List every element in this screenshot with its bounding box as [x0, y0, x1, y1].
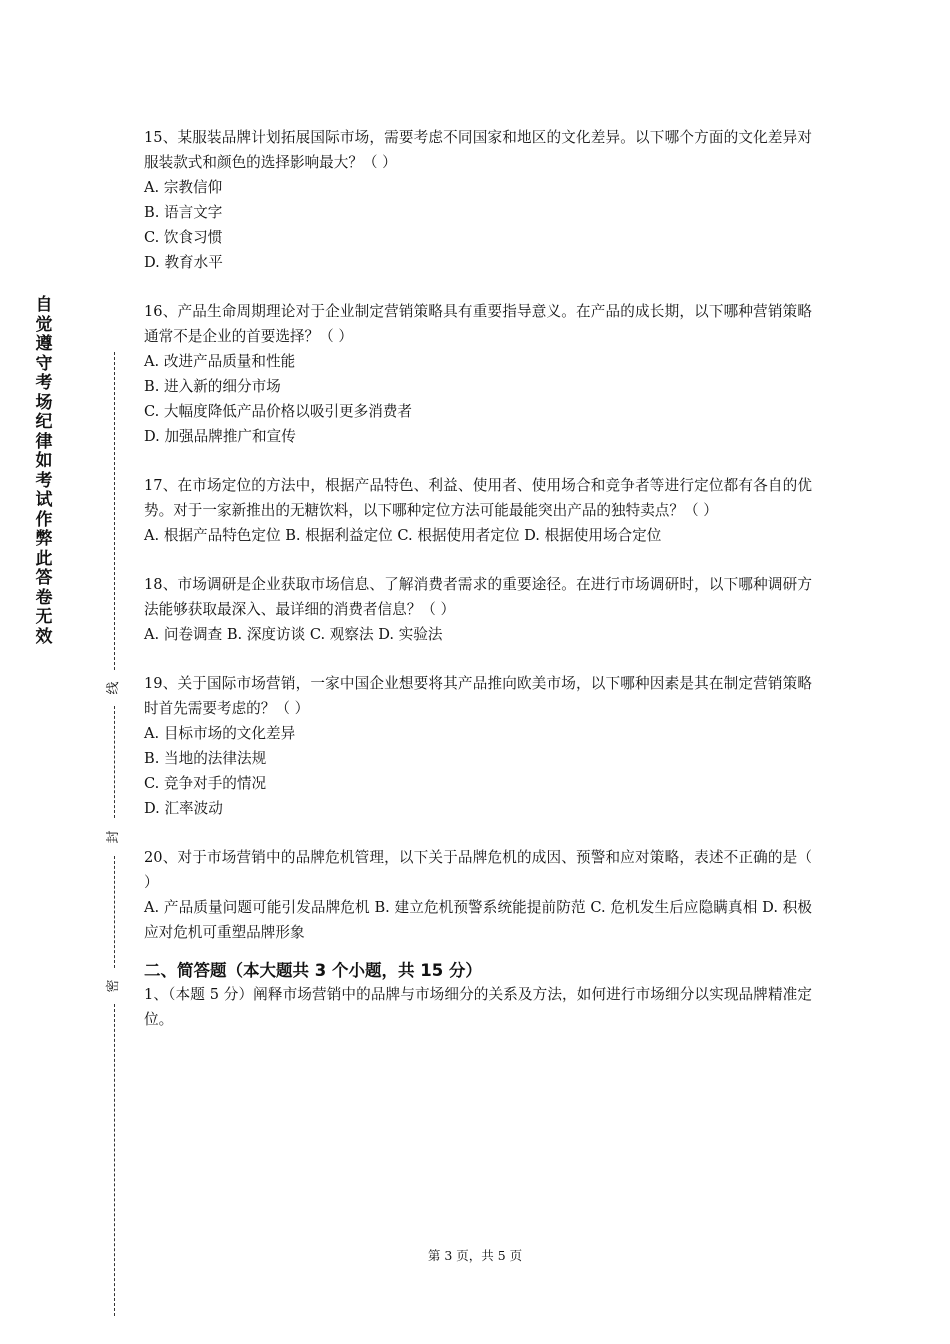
short-answer-question-1	[144, 982, 812, 1032]
binding-mark-secret: 密	[106, 979, 121, 993]
short-answer-stem: 1、（本题 5 分）阐释市场营销中的品牌与市场细分的关系及方法，如何进行市场细分以实现品牌精准定位。	[144, 986, 812, 1028]
option-d: D. 教育水平	[144, 254, 223, 271]
question-stem: 20、对于市场营销中的品牌危机管理，以下关于品牌危机的成因、预警和应对策略，表述不正确的是（ ）	[144, 849, 812, 891]
options-inline: A. 根据产品特色定位 B. 根据利益定位 C. 根据使用者定位 D. 根据使用场合定位	[144, 527, 662, 544]
question-stem: 17、在市场定位的方法中，根据产品特色、利益、使用者、使用场合和竞争者等进行定位都有各自的优势。对于一家新推出的无糖饮料，以下哪种定位方法可能最能突出产品的独特卖点？（ ）	[144, 477, 812, 519]
option-a: A. 宗教信仰	[144, 179, 223, 196]
option-b: B. 当地的法律法规	[144, 750, 267, 767]
binding-mark-line: 线	[106, 681, 121, 695]
binding-mark-seal: 封	[106, 830, 121, 844]
option-a: A. 改进产品质量和性能	[144, 353, 296, 370]
question-stem: 16、产品生命周期理论对于企业制定营销策略具有重要指导意义。在产品的成长期，以下哪种营销策略通常不是企业的首要选择？（ ）	[144, 303, 812, 345]
section-title-short-answer: 二、简答题（本大题共 3 个小题，共 15 分）	[144, 961, 482, 980]
option-c: C. 竞争对手的情况	[144, 775, 267, 792]
question-16	[144, 299, 812, 449]
question-stem: 18、市场调研是企业获取市场信息、了解消费者需求的重要途径。在进行市场调研时，以下哪种调研方法能够获取最深入、最详细的消费者信息？（ ）	[144, 576, 812, 618]
option-d: D. 加强品牌推广和宣传	[144, 428, 296, 445]
binding-dashed-line	[114, 856, 115, 968]
binding-dashed-line	[114, 1004, 115, 1316]
option-c: C. 大幅度降低产品价格以吸引更多消费者	[144, 403, 413, 420]
binding-dashed-line	[114, 352, 115, 670]
question-19	[144, 671, 812, 821]
question-15	[144, 125, 812, 275]
question-17	[144, 473, 812, 548]
option-d: D. 汇率波动	[144, 800, 223, 817]
question-stem: 15、某服装品牌计划拓展国际市场，需要考虑不同国家和地区的文化差异。以下哪个方面的文化差异对服装款式和颜色的选择影响最大？（ ）	[144, 129, 812, 171]
options-inline: A. 产品质量问题可能引发品牌危机 B. 建立危机预警系统能提前防范 C. 危机发生后应隐瞒真相 D. 积极应对危机可重塑品牌形象	[144, 899, 812, 941]
option-b: B. 进入新的细分市场	[144, 378, 281, 395]
question-18	[144, 572, 812, 647]
binding-dashed-line	[114, 706, 115, 818]
exam-content	[144, 125, 812, 1032]
question-20	[144, 845, 812, 945]
exam-discipline-warning: 自觉遵守考场纪律如考试作弊此答卷无效	[35, 295, 53, 647]
option-a: A. 目标市场的文化差异	[144, 725, 296, 742]
question-stem: 19、关于国际市场营销，一家中国企业想要将其产品推向欧美市场，以下哪种因素是其在制定营销策略时首先需要考虑的？（ ）	[144, 675, 812, 717]
options-inline: A. 问卷调查 B. 深度访谈 C. 观察法 D. 实验法	[144, 626, 443, 643]
page-footer: 第 3 页，共 5 页	[427, 1248, 523, 1263]
option-b: B. 语言文字	[144, 204, 223, 221]
option-c: C. 饮食习惯	[144, 229, 223, 246]
